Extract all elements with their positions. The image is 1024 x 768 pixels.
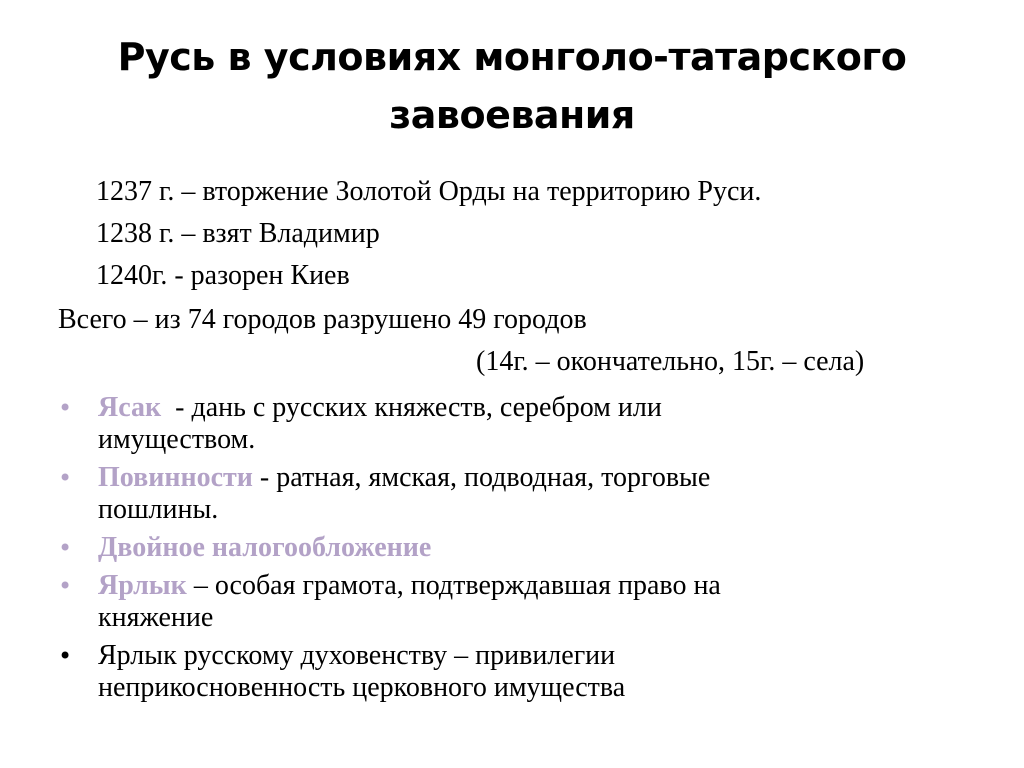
event-1237: 1237 г. – вторжение Золотой Орды на территорию Руси. <box>96 176 762 207</box>
bullet-item-yasak <box>58 392 978 456</box>
bullet-line-2: имуществом. <box>98 424 256 455</box>
bullet-text: – особая грамота, подтверждавшая право на <box>186 570 721 601</box>
term-povinnosti: Повинности <box>98 462 253 493</box>
bullet-line-1 <box>98 532 978 564</box>
term-yasak: Ясак <box>98 392 162 423</box>
bullet-dot-icon: • <box>58 534 73 562</box>
bullet-line-2: пошлины. <box>98 494 219 525</box>
bullet-item-povinnosti <box>58 462 978 526</box>
slide-title <box>40 28 984 144</box>
term-double-tax: Двойное налогообложение <box>98 532 432 563</box>
bullet-text: - дань с русских княжеств, серебром или <box>161 392 662 423</box>
bullet-list <box>58 392 978 710</box>
bullet-item-clergy <box>58 640 978 704</box>
bullet-line-2: княжение <box>98 602 214 633</box>
bullet-item-yarlyk <box>58 570 978 634</box>
summary-text: Всего – из 74 городов разрушено 49 городов <box>58 304 587 335</box>
bullet-line-1 <box>98 462 978 494</box>
bullet-line-1 <box>98 392 978 424</box>
event-1240: 1240г. - разорен Киев <box>96 260 350 291</box>
term-yarlyk: Ярлык <box>98 570 187 601</box>
bullet-line-1: Ярлык русскому духовенству – привилегии <box>98 640 616 671</box>
bullet-dot-icon: • <box>58 394 73 422</box>
summary-note: (14г. – окончательно, 15г. – села) <box>476 346 865 377</box>
bullet-line-2: неприкосновенность церковного имущества <box>98 672 626 703</box>
bullet-dot-icon: • <box>58 464 73 492</box>
bullet-text: - ратная, ямская, подводная, торговые <box>252 462 711 493</box>
bullet-line-1 <box>98 570 978 602</box>
bullet-dot-icon: • <box>58 642 73 670</box>
event-1238: 1238 г. – взят Владимир <box>96 218 380 249</box>
title-line-2: завоевания <box>389 93 635 137</box>
title-line-1: Русь в условиях монголо-татарского <box>117 35 907 79</box>
bullet-dot-icon: • <box>58 572 73 600</box>
bullet-item-double-tax <box>58 532 978 564</box>
